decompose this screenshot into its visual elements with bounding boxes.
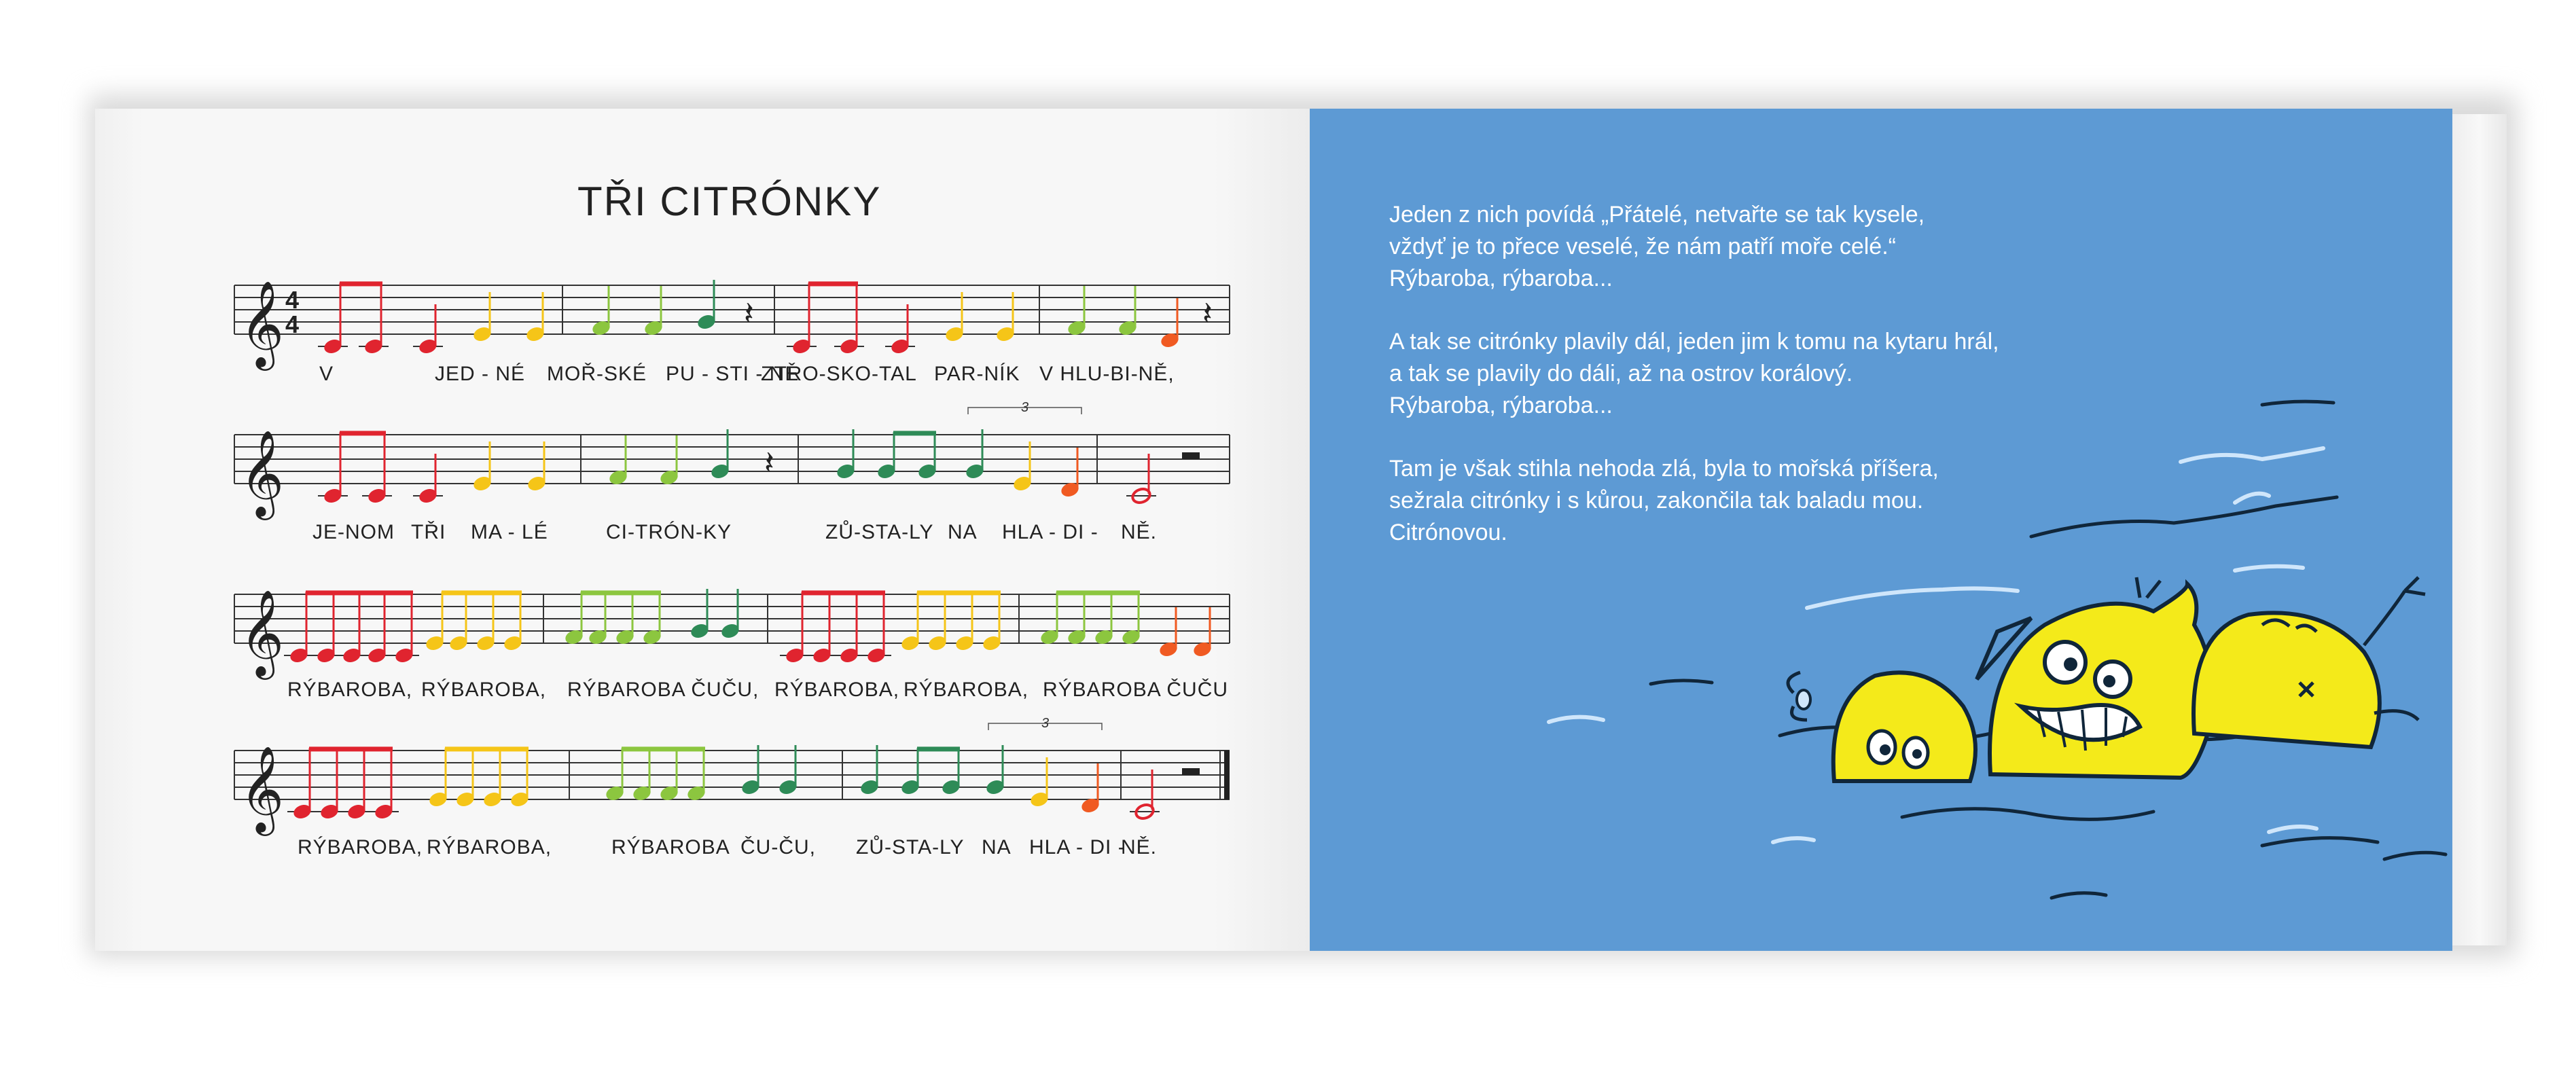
lyric-syllable: ZŮ-STA-LY: [856, 836, 965, 859]
verse-2: A tak se citrónky plavily dál, jeden jim k tomu na kytaru hrál, a tak se plavily do dáli, až na ostrov korálový. Rýbaroba, rýbaroba...: [1389, 329, 1999, 418]
quarter-rest-icon: 𝄽: [1202, 295, 1213, 333]
treble-clef-icon: 𝄞: [240, 589, 285, 676]
treble-clef-icon: 𝄞: [240, 280, 285, 367]
lyric-syllable: RÝBAROBA,: [298, 836, 423, 859]
lemon-right: [2194, 577, 2425, 747]
lyric-syllable: RÝBAROBA ČUČU: [1043, 679, 1229, 701]
time-signature-bottom: 4: [285, 310, 300, 338]
lyric-syllable: JE-NOM: [312, 521, 395, 543]
lyric-syllable: HLA - DI -: [1029, 836, 1126, 859]
lyric-syllable: JED - NÉ: [435, 363, 526, 385]
lyric-syllable: NA: [948, 521, 978, 543]
lyric-syllable: RÝBAROBA ČUČU,: [567, 679, 759, 701]
treble-clef-icon: 𝄞: [240, 429, 285, 516]
lyric-syllable: RÝBAROBA,: [904, 679, 1029, 701]
lyric-syllable: NĚ.: [1121, 836, 1158, 859]
triplet-mark: 3: [1041, 716, 1050, 731]
lyric-syllable: MOŘ-SKÉ: [547, 363, 647, 385]
lyric-syllable: NĚ.: [1121, 521, 1158, 543]
lyric-syllable: MA - LÉ: [471, 521, 548, 543]
verse-1: Jeden z nich povídá „Přátelé, netvařte se tak kysele, vždyť je to přece veselé, že nám patří moře celé.“ Rýbaroba, rýbaroba...: [1389, 202, 1925, 291]
time-signature-top: 4: [285, 286, 300, 314]
lyric-syllable: V: [319, 363, 334, 385]
quarter-rest-icon: 𝄽: [744, 295, 754, 333]
lyric-syllable: RÝBAROBA,: [287, 679, 413, 701]
lyric-syllable: RÝBAROBA,: [774, 679, 900, 701]
triplet-mark: 3: [1020, 400, 1029, 415]
lyric-syllable: PAR-NÍK: [934, 363, 1020, 385]
lyric-syllable: RÝBAROBA,: [421, 679, 547, 701]
lyric-syllable: TŘI: [411, 521, 446, 543]
lemon-grinning: [1977, 577, 2213, 778]
lyric-syllable: RÝBAROBA: [611, 836, 730, 859]
treble-clef-icon: 𝄞: [240, 745, 285, 832]
lyric-syllable: ČU-ČU,: [740, 836, 816, 859]
lyric-syllable: PU - STI - NĚ: [666, 363, 800, 385]
lyric-syllable: V HLU-BI-NĚ,: [1039, 363, 1175, 385]
lyric-syllable: ZTRO-SKO-TAL: [761, 363, 917, 385]
lyric-syllable: ZŮ-STA-LY: [825, 521, 934, 543]
lyric-syllable: RÝBAROBA,: [427, 836, 552, 859]
song-title: TŘI CITRÓNKY: [577, 179, 882, 224]
lyric-syllable: CI-TRÓN-KY: [606, 521, 732, 543]
quarter-rest-icon: 𝄽: [764, 444, 774, 482]
lyric-syllable: HLA - DI -: [1002, 521, 1098, 543]
verse-3: Tam je však stihla nehoda zlá, byla to mořská příšera, sežrala citrónky i s kůrou, zakončila tak baladu mou. Citrónovou.: [1389, 456, 1939, 545]
lyric-syllable: NA: [982, 836, 1012, 859]
